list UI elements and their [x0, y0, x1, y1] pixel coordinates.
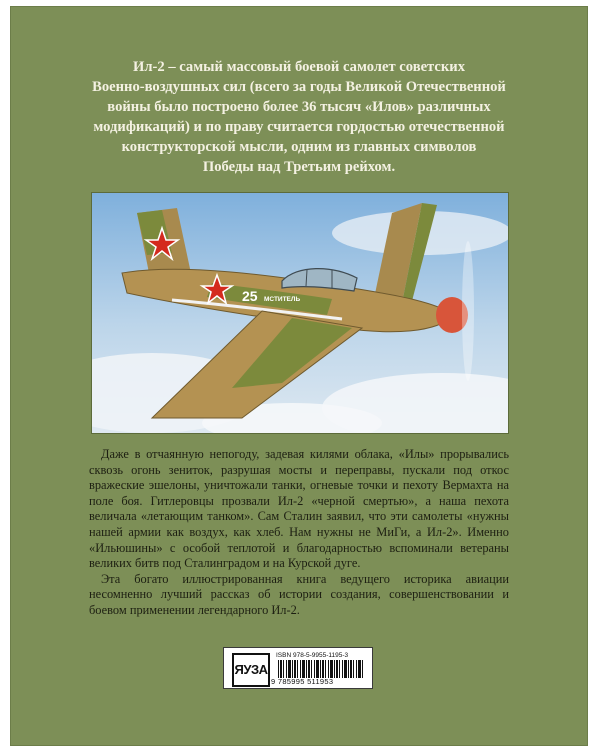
description-text: [89, 447, 509, 619]
intro-line: Ил-2 – самый массовый боевой самолет советских: [132, 59, 465, 75]
barcode-icon: [278, 660, 364, 678]
publisher-logo: ЯУЗА: [232, 653, 270, 687]
propeller-blur: [462, 241, 474, 381]
intro-line: конструкторской мысли, одним из главных символов: [121, 139, 477, 155]
barcode-digits: 9 785995 511953: [271, 677, 334, 686]
aircraft-illustration: [91, 192, 509, 434]
isbn-block: [223, 647, 373, 689]
intro-line: модификаций) и по праву считается гордостью отечественной: [93, 119, 505, 135]
tail-number: 25: [242, 288, 258, 304]
intro-text: [71, 57, 527, 177]
intro-line: войны было построено более 36 тысяч «Илов» различных: [107, 99, 491, 115]
fuselage-inscription: МСТИТЕЛЬ: [264, 296, 301, 303]
intro-line: Военно-воздушных сил (всего за годы Великой Отечественной: [92, 79, 506, 95]
isbn-label: ISBN 978-5-9955-1195-3: [276, 652, 349, 659]
intro-line: Победы над Третьим рейхом.: [202, 159, 396, 175]
description-paragraph: Эта богато иллюстрированная книга ведущего историка авиации несомненно лучший рассказ об истории создания, совершенствовании и боевом применении легендарного Ил-2.: [89, 571, 509, 617]
il2-aircraft-drawing: [92, 193, 508, 433]
back-cover: [10, 6, 588, 746]
description-paragraph: Даже в отчаянную непогоду, задевая килями облака, «Илы» прорывались сквозь огонь зениток, разрушая мосты и переправы, пускали под откос вражеские эшелоны, уничтожали танки, огневые точки и пехоту Вермахта на поле боя. Гитлеровцы прозвали Ил-2 «черной смертью», а наша пехота величала «летающим танком». Сам Сталин заявил, что эти самолеты «нужны нашей армии как воздух, как хлеб. Нам нужны не МиГи, а Ил-2». Именно «Ильюшины» с особой теплотой и благодарностью вспоминали ветераны великих битв под Сталинградом и на Курской дуге.: [89, 447, 509, 571]
